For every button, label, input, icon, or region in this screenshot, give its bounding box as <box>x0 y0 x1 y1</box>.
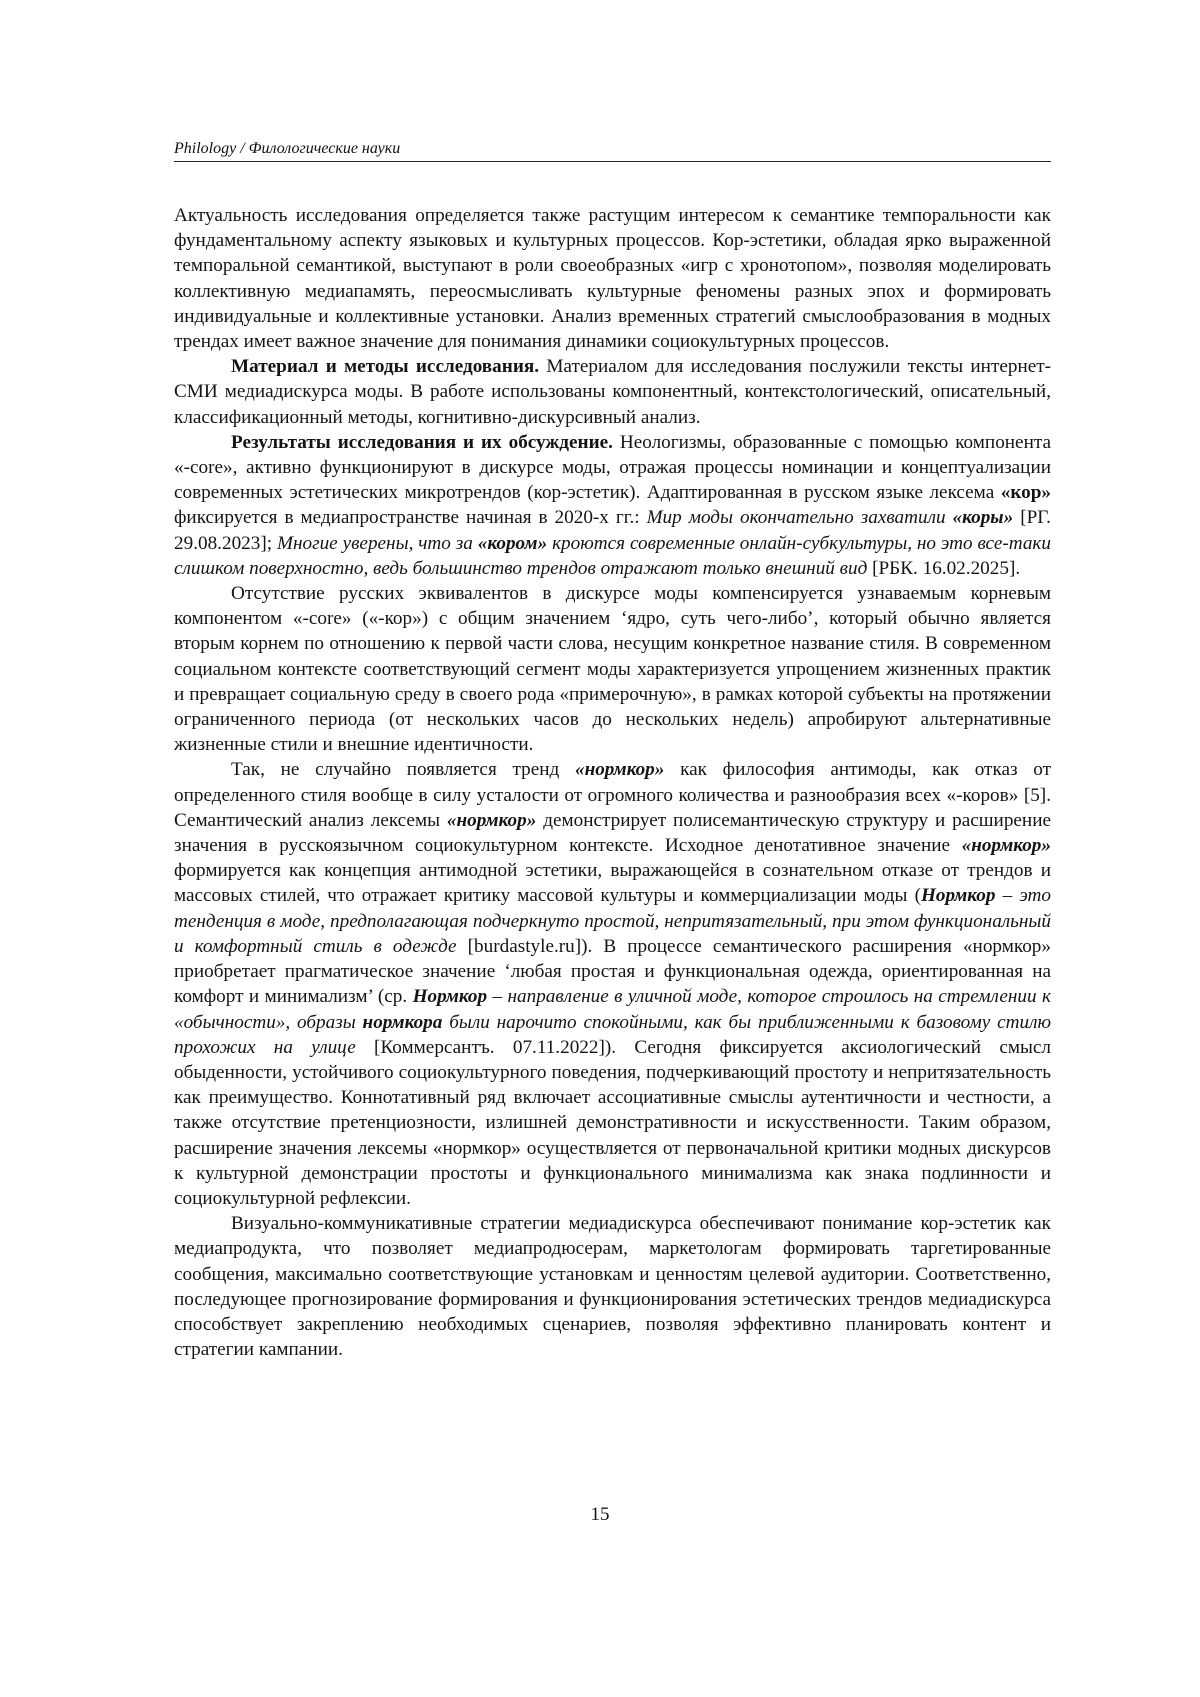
paragraph-normcore <box>174 757 1051 1211</box>
example-quote: кроются современные онлайн-субкультуры, но это все-таки слишком поверхностно, ведь большинство трендов отражают только внешний вид <box>174 533 1051 579</box>
text-run: [Коммерсантъ. 07.11.2022]). Сегодня фиксируется аксиологический смысл обыденности, устойчивого социокультурного поведения, подчеркивающий простоту и непритязательность как преимущество. Коннотативный ряд включает ассоциативные смыслы аутентичности и честности, а также отсутствие претенциозности, излишней демонстративности и искусственности. Таким образом, расширение значения лексемы «нормкор» осуществляется от первоначальной критики модных дискурсов к культурной демонстрации простоты и функционального минимализма как знака подлинности и социокультурной рефлексии. <box>174 1037 1051 1209</box>
page <box>0 0 1200 1697</box>
citation: [РГ. 29.08.2023]; <box>174 507 1051 553</box>
term-normcore <box>447 810 536 831</box>
running-head: Philology / Филологические науки <box>174 139 1051 159</box>
term-normcore <box>363 1012 443 1033</box>
text-run: Неологизмы, образованные с помощью компонента «-core», активно функционируют в дискурсе моды, отражая процессы номинации и концептуализации современных эстетических микротрендов (кор-эстетик). Адаптированная в русском языке лексема <box>174 432 1051 503</box>
paragraph-strategies: Визуально-коммуникативные стратегии медиадискурса обеспечивают понимание кор-эстетик как медиапродукта, что позволяет медиапродюсерам, маркетологам формировать таргетированные сообщения, максимально соответствующие установкам и ценностям целевой аудитории. Соответственно, последующее прогнозирование формирования и функционирования эстетических трендов медиадискурса способствует закреплению необходимых сценариев, позволяя эффективно планировать контент и стратегии кампании. <box>174 1211 1051 1362</box>
paragraph-relevance: Актуальность исследования определяется также растущим интересом к семантике темпоральности как фундаментальному аспекту языковых и культурных процессов. Кор-эстетики, обладая ярко выраженной темпоральной семантикой, выступают в роли своеобразных «игр с хронотопом», позволяя моделировать коллективную медиапамять, переосмысливать культурные феномены разных эпох и формировать индивидуальные и коллективные установки. Анализ временных стратегий смыслообразования в модных трендах имеет важное значение для понимания динамики социокультурных процессов. <box>174 203 1051 354</box>
term-normcora: нормкора <box>363 1012 443 1033</box>
term-normcore <box>962 835 1051 856</box>
paragraph-results <box>174 430 1051 581</box>
section-heading-results: Результаты исследования и их обсуждение. <box>231 432 613 453</box>
text-run: Так, не случайно появляется тренд <box>231 759 575 780</box>
section-heading-methods: Материал и методы исследования. <box>231 356 539 377</box>
example-term <box>478 533 547 554</box>
paragraph-equivalents: Отсутствие русских эквивалентов в дискурсе моды компенсируется узнаваемым корневым компонентом «-core» («-кор») с общим значением ‘ядро, суть чего-либо’, который обычно является вторым корнем по отношению к первой части слова, несущим конкретное название стиля. В современном социальном контексте соответствующий сегмент моды характеризуется упрощением жизненных практик и превращает социальную среду в своего рода «примерочную», в рамках которой субъекты на протяжении ограниченного периода (от нескольких часов до нескольких недель) апробируют альтернативные жизненные стили и внешние идентичности. <box>174 581 1051 757</box>
example-quote: были нарочито спокойными, как бы приближенными к базовому стилю прохожих на улице <box>174 1012 1051 1058</box>
term-normcore-2: «нормкор» <box>447 810 536 831</box>
text-run: фиксируется в медиапространстве начиная в 2020-х гг.: <box>174 507 647 528</box>
example-quote: – направление в уличной моде, которое строилось на стремлении к «обычности», образы <box>174 986 1051 1032</box>
text-run: как философия антимоды, как отказ от определенного стиля вообще в силу усталости от огромного количества и разнообразия всех «-коров» [5]. Семантический анализ лексемы <box>174 759 1051 830</box>
term-normcore-5: Нормкор <box>413 986 487 1007</box>
example-quote: – это тенденция в моде, предполагающая подчеркнуто простой, непритязательный, при этом функциональный и комфортный стиль в одежде <box>174 885 1051 956</box>
text-run: демонстрирует полисемантическую структуру и расширение значения в русскоязычном социокультурном контексте. Исходное денотативное значение <box>174 810 1051 856</box>
term-normcore <box>921 885 995 906</box>
example-term <box>953 507 1014 528</box>
header-rule <box>174 161 1051 162</box>
term-normcore-1: «нормкор» <box>575 759 664 780</box>
term-kory: «коры» <box>953 507 1014 528</box>
term-normcore <box>413 986 487 1007</box>
text-run: формируется как концепция антимодной эстетики, выражающейся в сознательном отказе от трендов и массовых стилей, что отражает критику массовой культуры и коммерциализации моды ( <box>174 860 1051 906</box>
term-normcore-4: Нормкор <box>921 885 995 906</box>
page-number: 15 <box>0 1504 1200 1526</box>
article-body <box>174 203 1051 1362</box>
term-normcore-3: «нормкор» <box>962 835 1051 856</box>
paragraph-methods <box>174 354 1051 430</box>
example-quote: Мир моды окончательно захватили <box>647 507 953 528</box>
term-normcore <box>575 759 664 780</box>
paragraph-text: Материалом для исследования послужили тексты интернет-СМИ медиадискурса моды. В работе использованы компонентный, контекстологический, описательный, классификационный методы, когнитивно-дискурсивный анализ. <box>174 356 1051 427</box>
text-run: [burdastyle.ru]). В процессе семантического расширения «нормкор» приобретает прагматическое значение ‘любая простая и функциональная одежда, ориентированная на комфорт и минимализм’ (ср. <box>174 936 1051 1007</box>
term-korom: «кором» <box>478 533 547 554</box>
citation: [РБК. 16.02.2025]. <box>867 558 1020 579</box>
example-quote: Многие уверены, что за <box>277 533 478 554</box>
term-kor: «кор» <box>1001 482 1051 503</box>
